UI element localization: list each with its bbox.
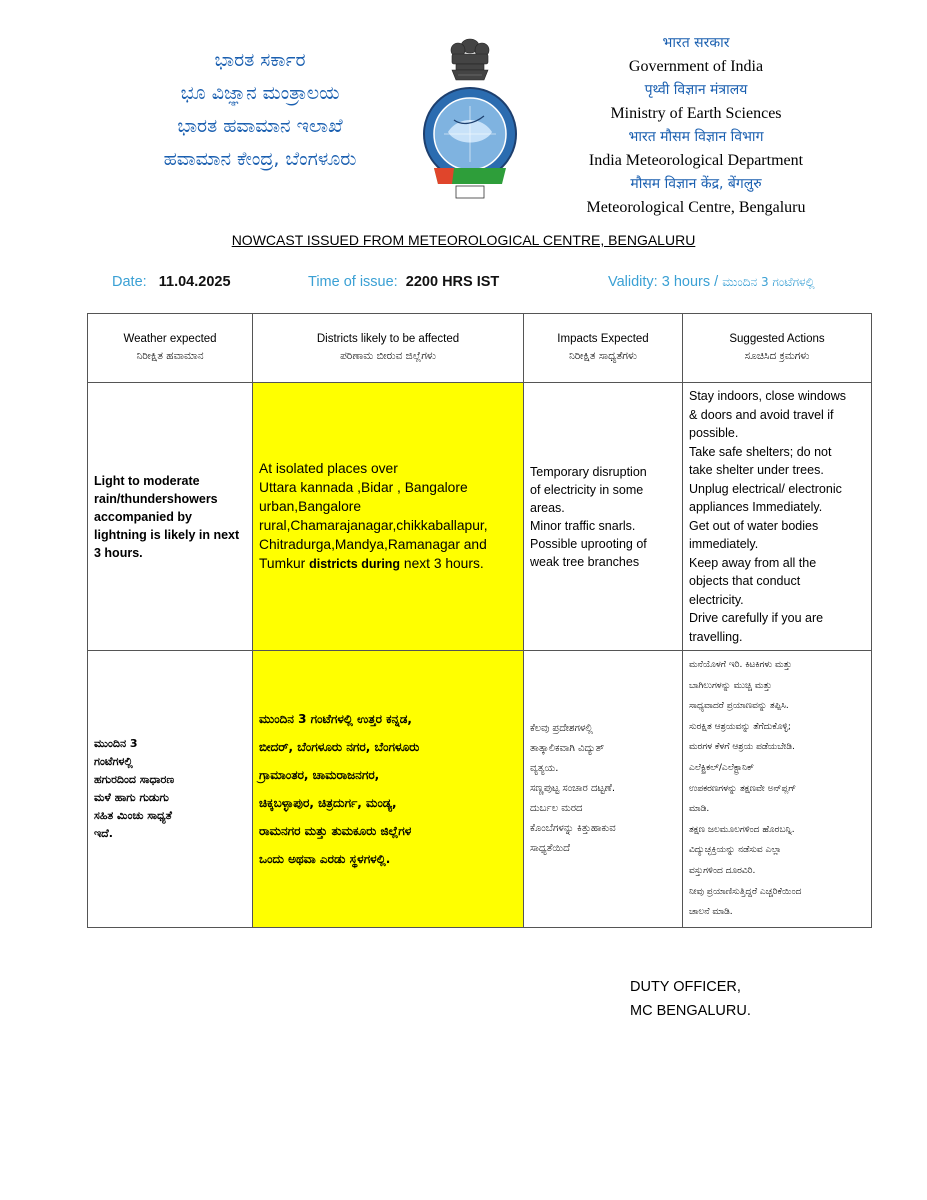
text-line bbox=[259, 554, 517, 574]
text-line: urban,Bangalore bbox=[259, 499, 362, 514]
english-header bbox=[566, 32, 826, 220]
text-line: ಹಗುರದಿಂದ ಸಾಧಾರಣ bbox=[94, 772, 175, 786]
time-label: Time of issue: bbox=[308, 274, 398, 290]
text-line: ಒಂದು ಅಥವಾ ಎರಡು ಸ್ಥಳಗಳಲ್ಲಿ. bbox=[259, 851, 391, 866]
text-line: ಬಾಗಿಲುಗಳನ್ನು ಮುಚ್ಚಿ ಮತ್ತು bbox=[689, 680, 772, 691]
text-line: ಸಣ್ಣಪುಟ್ಟ ಸಂಚಾರ ದಟ್ಟಣೆ. bbox=[530, 782, 616, 794]
header-districts bbox=[253, 314, 524, 383]
imd-emblem-logo bbox=[418, 36, 522, 202]
text-line: ಸಾಧ್ಯತೆಯಿದೆ bbox=[530, 842, 570, 854]
text-line: & doors and avoid travel if bbox=[689, 407, 834, 422]
text-line: possible. bbox=[689, 426, 739, 440]
text-line: ದುರ್ಬಲ ಮರದ bbox=[530, 802, 583, 814]
text-line: Possible uprooting of bbox=[530, 536, 647, 551]
text-line: ಮುಂದಿನ 3 ಗಂಟೆಗಳಲ್ಲಿ ಉತ್ತರ ಕನ್ನಡ, bbox=[259, 711, 412, 726]
header-actions bbox=[683, 314, 872, 383]
issue-date bbox=[112, 274, 231, 290]
text-line: ನೀವು ಪ್ರಯಾಣಿಸುತ್ತಿದ್ದರೆ ಎಚ್ಚರಿಕೆಯಿಂದ bbox=[689, 886, 802, 897]
header-kn: ನಿರೀಕ್ಷಿತ ಹವಾಮಾನ bbox=[136, 350, 204, 362]
text-line: ಎಲೆಕ್ಟ್ರಿಕಲ್/ಎಲೆಕ್ಟ್ರಾನಿಕ್ bbox=[689, 762, 755, 773]
english-ministry: Ministry of Earth Sciences bbox=[610, 105, 782, 122]
text-line: areas. bbox=[530, 500, 565, 515]
text-line: electricity. bbox=[689, 592, 744, 607]
text-line: ಇದೆ. bbox=[94, 826, 113, 840]
header-impacts bbox=[524, 314, 683, 383]
text-line: ಬೀದರ್, ಬೆಂಗಳೂರು ನಗರ, ಬೆಂಗಳೂರು bbox=[259, 739, 420, 754]
text-line: Temporary disruption bbox=[530, 464, 647, 479]
english-centre: Meteorological Centre, Bengaluru bbox=[586, 199, 806, 216]
text-line: Take safe shelters; do not bbox=[689, 444, 832, 459]
header-kn: ಪರಿಣಾಮ ಬೀರುವ ಜಿಲ್ಲೆಗಳು bbox=[340, 350, 436, 362]
validity-english: Validity: 3 hours / bbox=[608, 274, 719, 290]
text-line: ಮಾಡಿ. bbox=[689, 804, 710, 815]
district-text: Tumkur bbox=[259, 556, 306, 571]
districts-english bbox=[253, 383, 524, 651]
signature-block bbox=[630, 975, 751, 1023]
district-bold-text: districts during bbox=[309, 557, 401, 571]
kannada-header-line: ಹವಾಮಾನ ಕೇಂದ್ರ, ಬೆಂಗಳೂರು bbox=[163, 148, 357, 170]
kannada-header-line: ಭೂ ವಿಜ್ಞಾನ ಮಂತ್ರಾಲಯ bbox=[180, 82, 340, 104]
header-en: Weather expected bbox=[123, 333, 217, 345]
text-line: ಉಪಕರಣಗಳನ್ನು ತಕ್ಷಣವೇ ಅನ್‌ಪ್ಲಗ್ bbox=[689, 783, 797, 794]
text-line: immediately. bbox=[689, 537, 759, 551]
districts-kannada bbox=[253, 651, 524, 928]
text-line: objects that conduct bbox=[689, 574, 801, 588]
ashoka-emblem-icon bbox=[451, 39, 489, 80]
text-line: ತಕ್ಷಣ ಜಲಮೂಲಗಳಿಂದ ಹೊರಬನ್ನಿ. bbox=[689, 824, 795, 835]
text-line: Unplug electrical/ electronic bbox=[689, 481, 842, 496]
english-government: Government of India bbox=[628, 58, 764, 75]
text-line: ವಿದ್ಯುಚ್ಛಕ್ತಿಯನ್ನು ನಡೆಸುವ ಎಲ್ಲಾ bbox=[689, 845, 782, 856]
text-line: Light to moderate bbox=[94, 473, 200, 488]
header-en: Districts likely to be affected bbox=[316, 333, 460, 345]
header-en: Impacts Expected bbox=[557, 333, 649, 345]
text-line: ಮಳೆ ಹಾಗು ಗುಡುಗು bbox=[94, 790, 169, 804]
table-row-kannada bbox=[88, 651, 872, 928]
nowcast-table bbox=[87, 313, 872, 928]
text-line: ಚಿಕ್ಕಬಳ್ಳಾಪುರ, ಚಿತ್ರದುರ್ಗ, ಮಂಡ್ಯ, bbox=[259, 795, 397, 810]
hindi-ministry: पृथ्वी विज्ञान मंत्रालय bbox=[644, 82, 748, 98]
hindi-centre: मौसम विज्ञान केंद्र, बेंगलुरु bbox=[630, 176, 762, 192]
date-label: Date: bbox=[112, 274, 147, 290]
actions-english bbox=[683, 383, 872, 651]
english-department: India Meteorological Department bbox=[588, 152, 804, 169]
text-line: take shelter under trees. bbox=[689, 463, 824, 477]
table-row-english bbox=[88, 383, 872, 651]
text-line: ಸಾಧ್ಯವಾದರೆ ಪ್ರಯಾಣವನ್ನು ತಪ್ಪಿಸಿ. bbox=[689, 701, 789, 712]
text-line: rain/thundershowers bbox=[94, 491, 218, 506]
text-line: weak tree branches bbox=[530, 554, 640, 569]
text-line: ವ್ಯತ್ಯಯ. bbox=[530, 762, 559, 774]
text-line: travelling. bbox=[689, 629, 743, 644]
time-value: 2200 HRS IST bbox=[405, 274, 500, 290]
hindi-department: भारत मौसम विज्ञान विभाग bbox=[628, 129, 764, 145]
impacts-english bbox=[524, 383, 683, 651]
text-line: ವಸ್ತುಗಳಿಂದ ದೂರವಿರಿ. bbox=[689, 865, 756, 876]
kannada-header bbox=[130, 44, 390, 176]
document-title: NOWCAST ISSUED FROM METEOROLOGICAL CENTRE, BENGALURU bbox=[231, 232, 696, 248]
text-line: ಮನೆಯೊಳಗೆ ಇರಿ. ಕಿಟಕಿಗಳು ಮತ್ತು bbox=[689, 660, 792, 670]
weather-expected-english bbox=[88, 383, 253, 651]
validity-kannada: ಮುಂದಿನ 3 ಗಂಟೆಗಳಲ್ಲಿ bbox=[722, 275, 815, 289]
text-line: Drive carefully if you are bbox=[689, 611, 824, 625]
district-text: next 3 hours. bbox=[403, 556, 484, 571]
header-weather bbox=[88, 314, 253, 383]
text-line: of electricity in some bbox=[530, 482, 644, 497]
text-line: ಚಾಲನೆ ಮಾಡಿ. bbox=[689, 907, 733, 918]
text-line: Get out of water bodies bbox=[689, 518, 819, 533]
text-line: Chitradurga,Mandya,Ramanagar and bbox=[259, 537, 487, 552]
header-en: Suggested Actions bbox=[729, 333, 825, 345]
text-line: ಸಹಿತ ಮಿಂಚು ಸಾಧ್ಯತೆ bbox=[94, 808, 172, 822]
kannada-header-line: ಭಾರತ ಹವಾಮಾನ ಇಲಾಖೆ bbox=[177, 115, 343, 137]
hindi-government: भारत सरकार bbox=[662, 35, 730, 51]
impacts-kannada bbox=[524, 651, 683, 928]
text-line: 3 hours. bbox=[94, 545, 143, 560]
text-line: ಸುರಕ್ಷಿತ ಆಶ್ರಯವನ್ನು ತೆಗೆದುಕೊಳ್ಳಿ; bbox=[689, 721, 791, 732]
text-line: ಮುಂದಿನ 3 bbox=[94, 736, 138, 750]
text-line: Minor traffic snarls. bbox=[530, 518, 636, 533]
text-line: ಕೆಲವು ಪ್ರದೇಶಗಳಲ್ಲಿ bbox=[530, 722, 593, 734]
text-line: Keep away from all the bbox=[689, 555, 817, 570]
weather-expected-kannada bbox=[88, 651, 253, 928]
text-line: ತಾತ್ಕಾಲಿಕವಾಗಿ ವಿದ್ಯುತ್ bbox=[530, 742, 605, 754]
text-line: rural,Chamarajanagar,chikkaballapur, bbox=[259, 518, 488, 533]
text-line: Stay indoors, close windows bbox=[689, 389, 847, 403]
text-line: ರಾಮನಗರ ಮತ್ತು ತುಮಕೂರು ಜಿಲ್ಲೆಗಳ bbox=[259, 823, 412, 838]
text-line: appliances Immediately. bbox=[689, 500, 823, 514]
signature-title: DUTY OFFICER, bbox=[630, 979, 741, 995]
actions-kannada bbox=[683, 651, 872, 928]
text-line: At isolated places over bbox=[259, 461, 398, 476]
signature-office: MC BENGALURU. bbox=[630, 1003, 751, 1019]
date-value: 11.04.2025 bbox=[158, 274, 231, 290]
text-line: accompanied by bbox=[94, 509, 192, 524]
header-kn: ನಿರೀಕ್ಷಿತ ಸಾಧ್ಯತೆಗಳು bbox=[568, 350, 638, 362]
issue-time bbox=[308, 274, 499, 290]
text-line: lightning is likely in next bbox=[94, 527, 240, 542]
text-line: ಗ್ರಾಮಾಂತರ, ಚಾಮರಾಜನಗರ, bbox=[259, 767, 380, 782]
validity bbox=[608, 274, 815, 290]
header-kn: ಸೂಚಿಸಿದ ಕ್ರಮಗಳು bbox=[744, 350, 810, 362]
text-line: Uttara kannada ,Bidar , Bangalore bbox=[259, 480, 468, 495]
text-line: ಕೊಂಬೆಗಳನ್ನು ಕಿತ್ತುಹಾಕುವ bbox=[530, 822, 616, 834]
kannada-header-line: ಭಾರತ ಸರ್ಕಾರ bbox=[214, 49, 306, 71]
table-header-row bbox=[88, 314, 872, 383]
text-line: ಮರಗಳ ಕೆಳಗೆ ಆಶ್ರಯ ಪಡೆಯಬೇಡಿ. bbox=[689, 742, 795, 753]
text-line: ಗಂಟೆಗಳಲ್ಲಿ bbox=[94, 754, 133, 768]
